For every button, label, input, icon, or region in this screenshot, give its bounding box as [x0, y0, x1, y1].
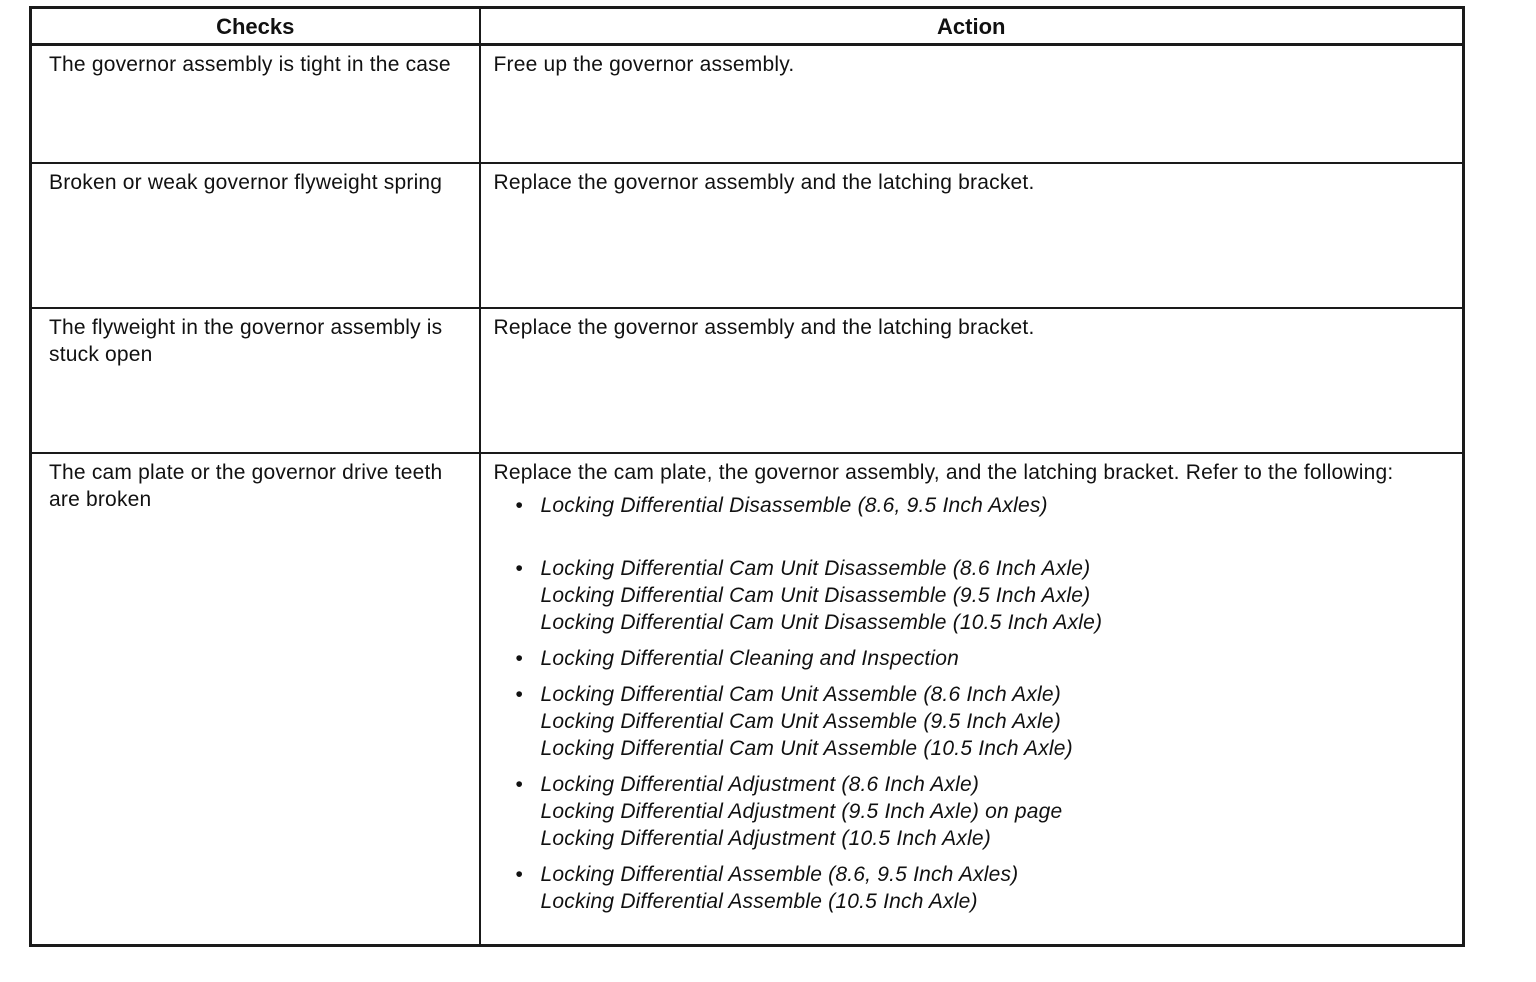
bullet-icon: •	[515, 647, 524, 670]
reference-line: Locking Differential Assemble (8.6, 9.5 Inch Axles)	[540, 863, 1019, 886]
reference-line: Locking Differential Cam Unit Disassemble (9.5 Inch Axle)	[540, 584, 1091, 607]
check-cell	[31, 308, 480, 453]
reference-item	[494, 555, 1453, 636]
bullet-icon: •	[515, 494, 524, 517]
check-cell	[31, 453, 480, 946]
action-intro-text: Replace the cam plate, the governor assembly, and the latching bracket. Refer to the following:	[493, 461, 1394, 484]
reference-item	[494, 681, 1453, 762]
action-text: Free up the governor assembly.	[493, 53, 795, 76]
action-text	[481, 454, 1463, 915]
table-row	[31, 45, 1464, 164]
reference-line: Locking Differential Cleaning and Inspection	[540, 647, 960, 670]
action-column-header: Action	[480, 8, 1464, 45]
reference-item	[494, 492, 1453, 519]
table-row	[31, 308, 1464, 453]
check-text: The governor assembly is tight in the case	[49, 53, 451, 76]
action-cell	[480, 45, 1464, 164]
reference-line: Locking Differential Cam Unit Assemble (9.5 Inch Axle)	[540, 710, 1061, 733]
table-row	[31, 163, 1464, 308]
reference-line: Locking Differential Cam Unit Assemble (10.5 Inch Axle)	[540, 737, 1073, 760]
action-text: Replace the governor assembly and the latching bracket.	[493, 316, 1035, 339]
reference-line: Locking Differential Cam Unit Assemble (8.6 Inch Axle)	[540, 683, 1061, 706]
bullet-icon: •	[515, 863, 524, 886]
check-cell	[31, 45, 480, 164]
check-cell	[31, 163, 480, 308]
table-row	[31, 453, 1464, 946]
check-text: The flyweight in the governor assembly is stuck open	[49, 316, 443, 366]
reference-list	[494, 492, 1453, 915]
checks-column-header: Checks	[31, 8, 480, 45]
reference-line: Locking Differential Adjustment (10.5 Inch Axle)	[540, 827, 991, 850]
reference-line: Locking Differential Adjustment (8.6 Inch Axle)	[540, 773, 980, 796]
reference-line: Locking Differential Adjustment (9.5 Inch Axle) on page	[540, 800, 1063, 823]
reference-line: Locking Differential Disassemble (8.6, 9.5 Inch Axles)	[540, 494, 1048, 517]
bullet-icon: •	[515, 557, 524, 580]
action-cell	[480, 453, 1464, 946]
action-cell	[480, 163, 1464, 308]
checks-action-table	[29, 6, 1465, 947]
reference-line: Locking Differential Assemble (10.5 Inch Axle)	[540, 890, 978, 913]
action-cell	[480, 308, 1464, 453]
check-text: Broken or weak governor flyweight spring	[49, 171, 443, 194]
action-text: Replace the governor assembly and the latching bracket.	[493, 171, 1035, 194]
reference-line: Locking Differential Cam Unit Disassemble (8.6 Inch Axle)	[540, 557, 1091, 580]
bullet-icon: •	[515, 683, 524, 706]
bullet-icon: •	[515, 773, 524, 796]
check-text: The cam plate or the governor drive teeth are broken	[49, 461, 443, 511]
reference-item	[494, 861, 1453, 915]
reference-line: Locking Differential Cam Unit Disassemble (10.5 Inch Axle)	[540, 611, 1103, 634]
reference-item	[494, 771, 1453, 852]
reference-item	[494, 645, 1453, 672]
header-row	[31, 8, 1464, 45]
